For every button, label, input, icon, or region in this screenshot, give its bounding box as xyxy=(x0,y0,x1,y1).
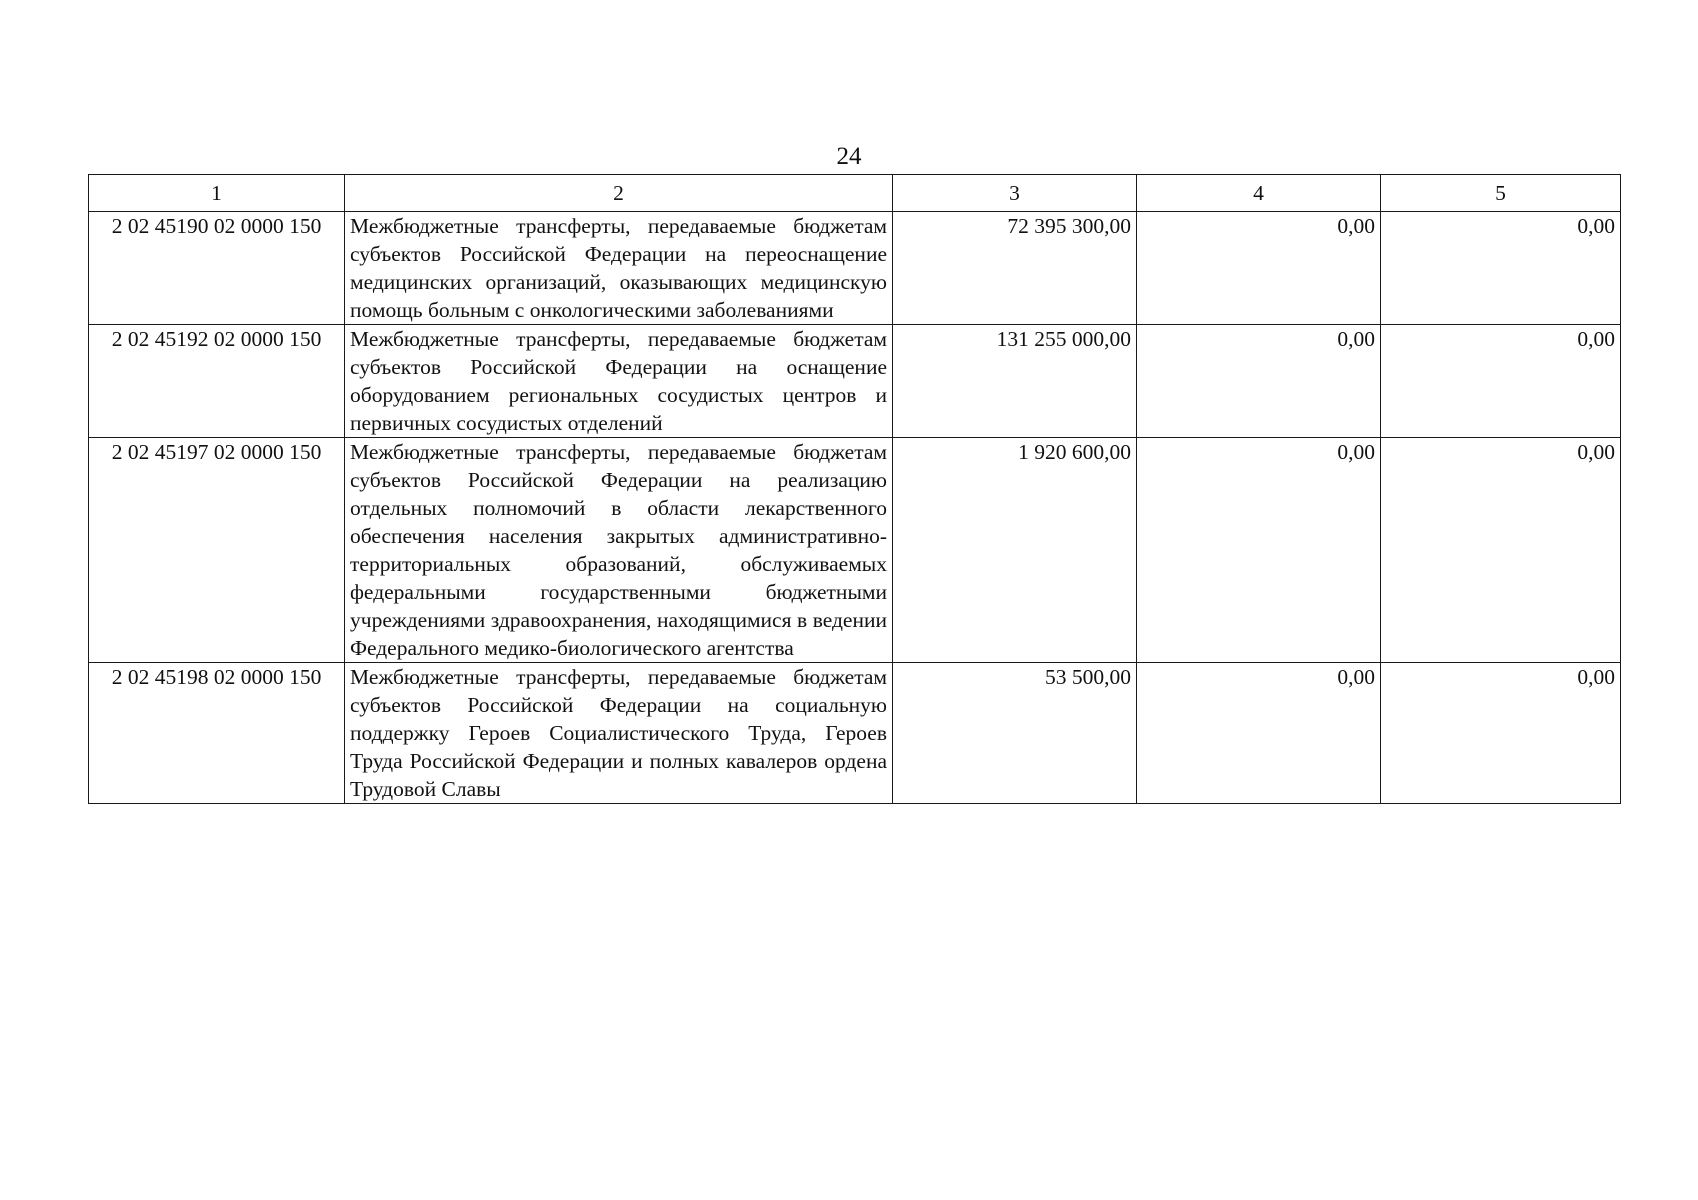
description-cell: Межбюджетные трансферты, передаваемые бюджетам субъектов Российской Федерации на реализацию отдельных полномочий в области лекарственного обеспечения населения закрытых административно-территориальных образований, обслуживаемых федеральными государственными бюджетными учреждениями здравоохранения, находящимися в ведении Федерального медико-биологического агентства xyxy=(345,438,893,663)
budget-code-cell: 2 02 45197 02 0000 150 xyxy=(89,438,345,663)
column-header-1: 1 xyxy=(89,175,345,212)
amount-col4-cell: 0,00 xyxy=(1137,663,1381,804)
table-row xyxy=(89,438,1621,663)
column-header-2: 2 xyxy=(345,175,893,212)
amount-col5-cell: 0,00 xyxy=(1381,438,1621,663)
amount-col4-cell: 0,00 xyxy=(1137,325,1381,438)
table-row xyxy=(89,212,1621,325)
amount-col4-cell: 0,00 xyxy=(1137,438,1381,663)
amount-col3-cell: 53 500,00 xyxy=(893,663,1137,804)
amount-col5-cell: 0,00 xyxy=(1381,325,1621,438)
column-header-4: 4 xyxy=(1137,175,1381,212)
amount-col5-cell: 0,00 xyxy=(1381,663,1621,804)
page-number: 24 xyxy=(836,143,862,170)
column-header-3: 3 xyxy=(893,175,1137,212)
table-row xyxy=(89,325,1621,438)
budget-table xyxy=(88,174,1621,804)
amount-col3-cell: 72 395 300,00 xyxy=(893,212,1137,325)
header-row xyxy=(89,175,1621,212)
amount-col3-cell: 1 920 600,00 xyxy=(893,438,1137,663)
budget-code-cell: 2 02 45192 02 0000 150 xyxy=(89,325,345,438)
description-cell: Межбюджетные трансферты, передаваемые бюджетам субъектов Российской Федерации на переоснащение медицинских организаций, оказывающих медицинскую помощь больным с онкологическими заболеваниями xyxy=(345,212,893,325)
description-cell: Межбюджетные трансферты, передаваемые бюджетам субъектов Российской Федерации на оснащение оборудованием региональных сосудистых центров и первичных сосудистых отделений xyxy=(345,325,893,438)
budget-code-cell: 2 02 45198 02 0000 150 xyxy=(89,663,345,804)
amount-col5-cell: 0,00 xyxy=(1381,212,1621,325)
column-header-5: 5 xyxy=(1381,175,1621,212)
amount-col4-cell: 0,00 xyxy=(1137,212,1381,325)
amount-col3-cell: 131 255 000,00 xyxy=(893,325,1137,438)
budget-code-cell: 2 02 45190 02 0000 150 xyxy=(89,212,345,325)
description-cell: Межбюджетные трансферты, передаваемые бюджетам субъектов Российской Федерации на социальную поддержку Героев Социалистического Труда, Героев Труда Российской Федерации и полных кавалеров ордена Трудовой Славы xyxy=(345,663,893,804)
table-row xyxy=(89,663,1621,804)
